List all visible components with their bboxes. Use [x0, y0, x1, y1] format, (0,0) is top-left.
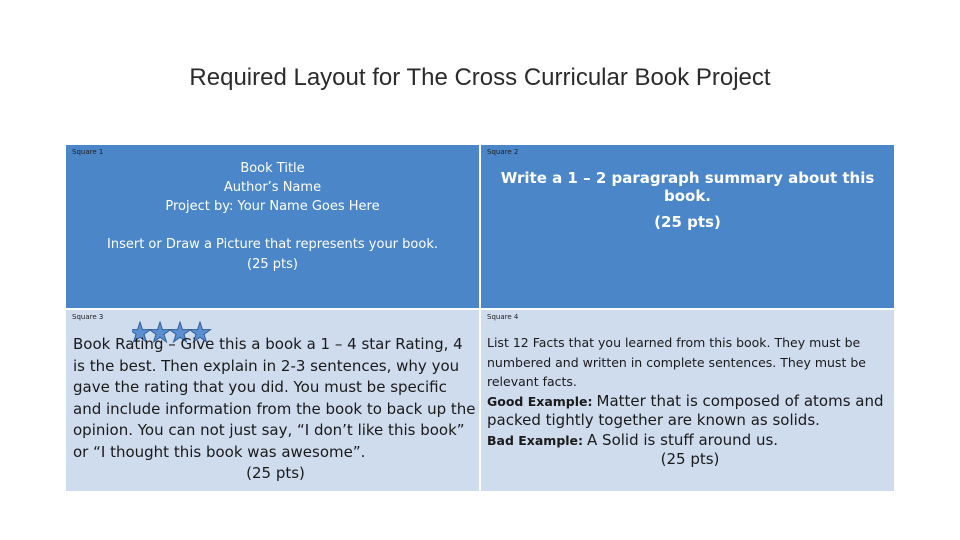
picture-instruction-text: Insert or Draw a Picture that represents your book. — [107, 237, 438, 252]
square-1 — [66, 145, 479, 308]
square-1-tag: Square 1 — [72, 148, 104, 156]
summary-instruction: Write a 1 – 2 paragraph summary about this book. — [500, 169, 875, 205]
good-example-label: Good Example: — [487, 393, 593, 409]
facts-instruction-text: List 12 Facts that you learned from this book. They must be numbered and written in complete sentences. They must be relevant facts. — [487, 335, 866, 389]
square-3-tag: Square 3 — [72, 313, 104, 321]
summary-points: (25 pts) — [654, 213, 721, 231]
square-2 — [481, 145, 894, 308]
rating-instruction-text: Book Rating – Give this a book a 1 – 4 star Rating, 4 is the best. Then explain in 2-3 sentences, why you gave the rating that you did. You must be specific and include information from the book to back up the opinion. You can not just say, “I don’t like this book” or “I thought this book was awesome”. — [73, 335, 476, 461]
bad-example-text: A Solid is stuff around us. — [587, 430, 779, 449]
facts-instructions — [487, 333, 893, 470]
picture-points: (25 pts) — [247, 257, 298, 272]
rating-points: (25 pts) — [246, 464, 305, 482]
picture-instructions — [86, 235, 459, 275]
good-example-text: Matter that is composed of atoms and packed tightly together are known as solids. — [487, 391, 884, 429]
bad-example-label: Bad Example: — [487, 432, 584, 448]
book-info-block — [106, 159, 439, 216]
book-title-label: Book Title — [240, 161, 305, 176]
page-title: Required Layout for The Cross Curricular Book Project — [189, 64, 771, 91]
author-name-label: Author’s Name — [223, 180, 322, 195]
square-4-tag: Square 4 — [487, 313, 519, 321]
facts-points: (25 pts) — [660, 450, 720, 468]
square-2-tag: Square 2 — [487, 148, 519, 156]
rating-instructions — [73, 334, 478, 485]
project-by-label: Project by: Your Name Goes Here — [165, 199, 380, 214]
